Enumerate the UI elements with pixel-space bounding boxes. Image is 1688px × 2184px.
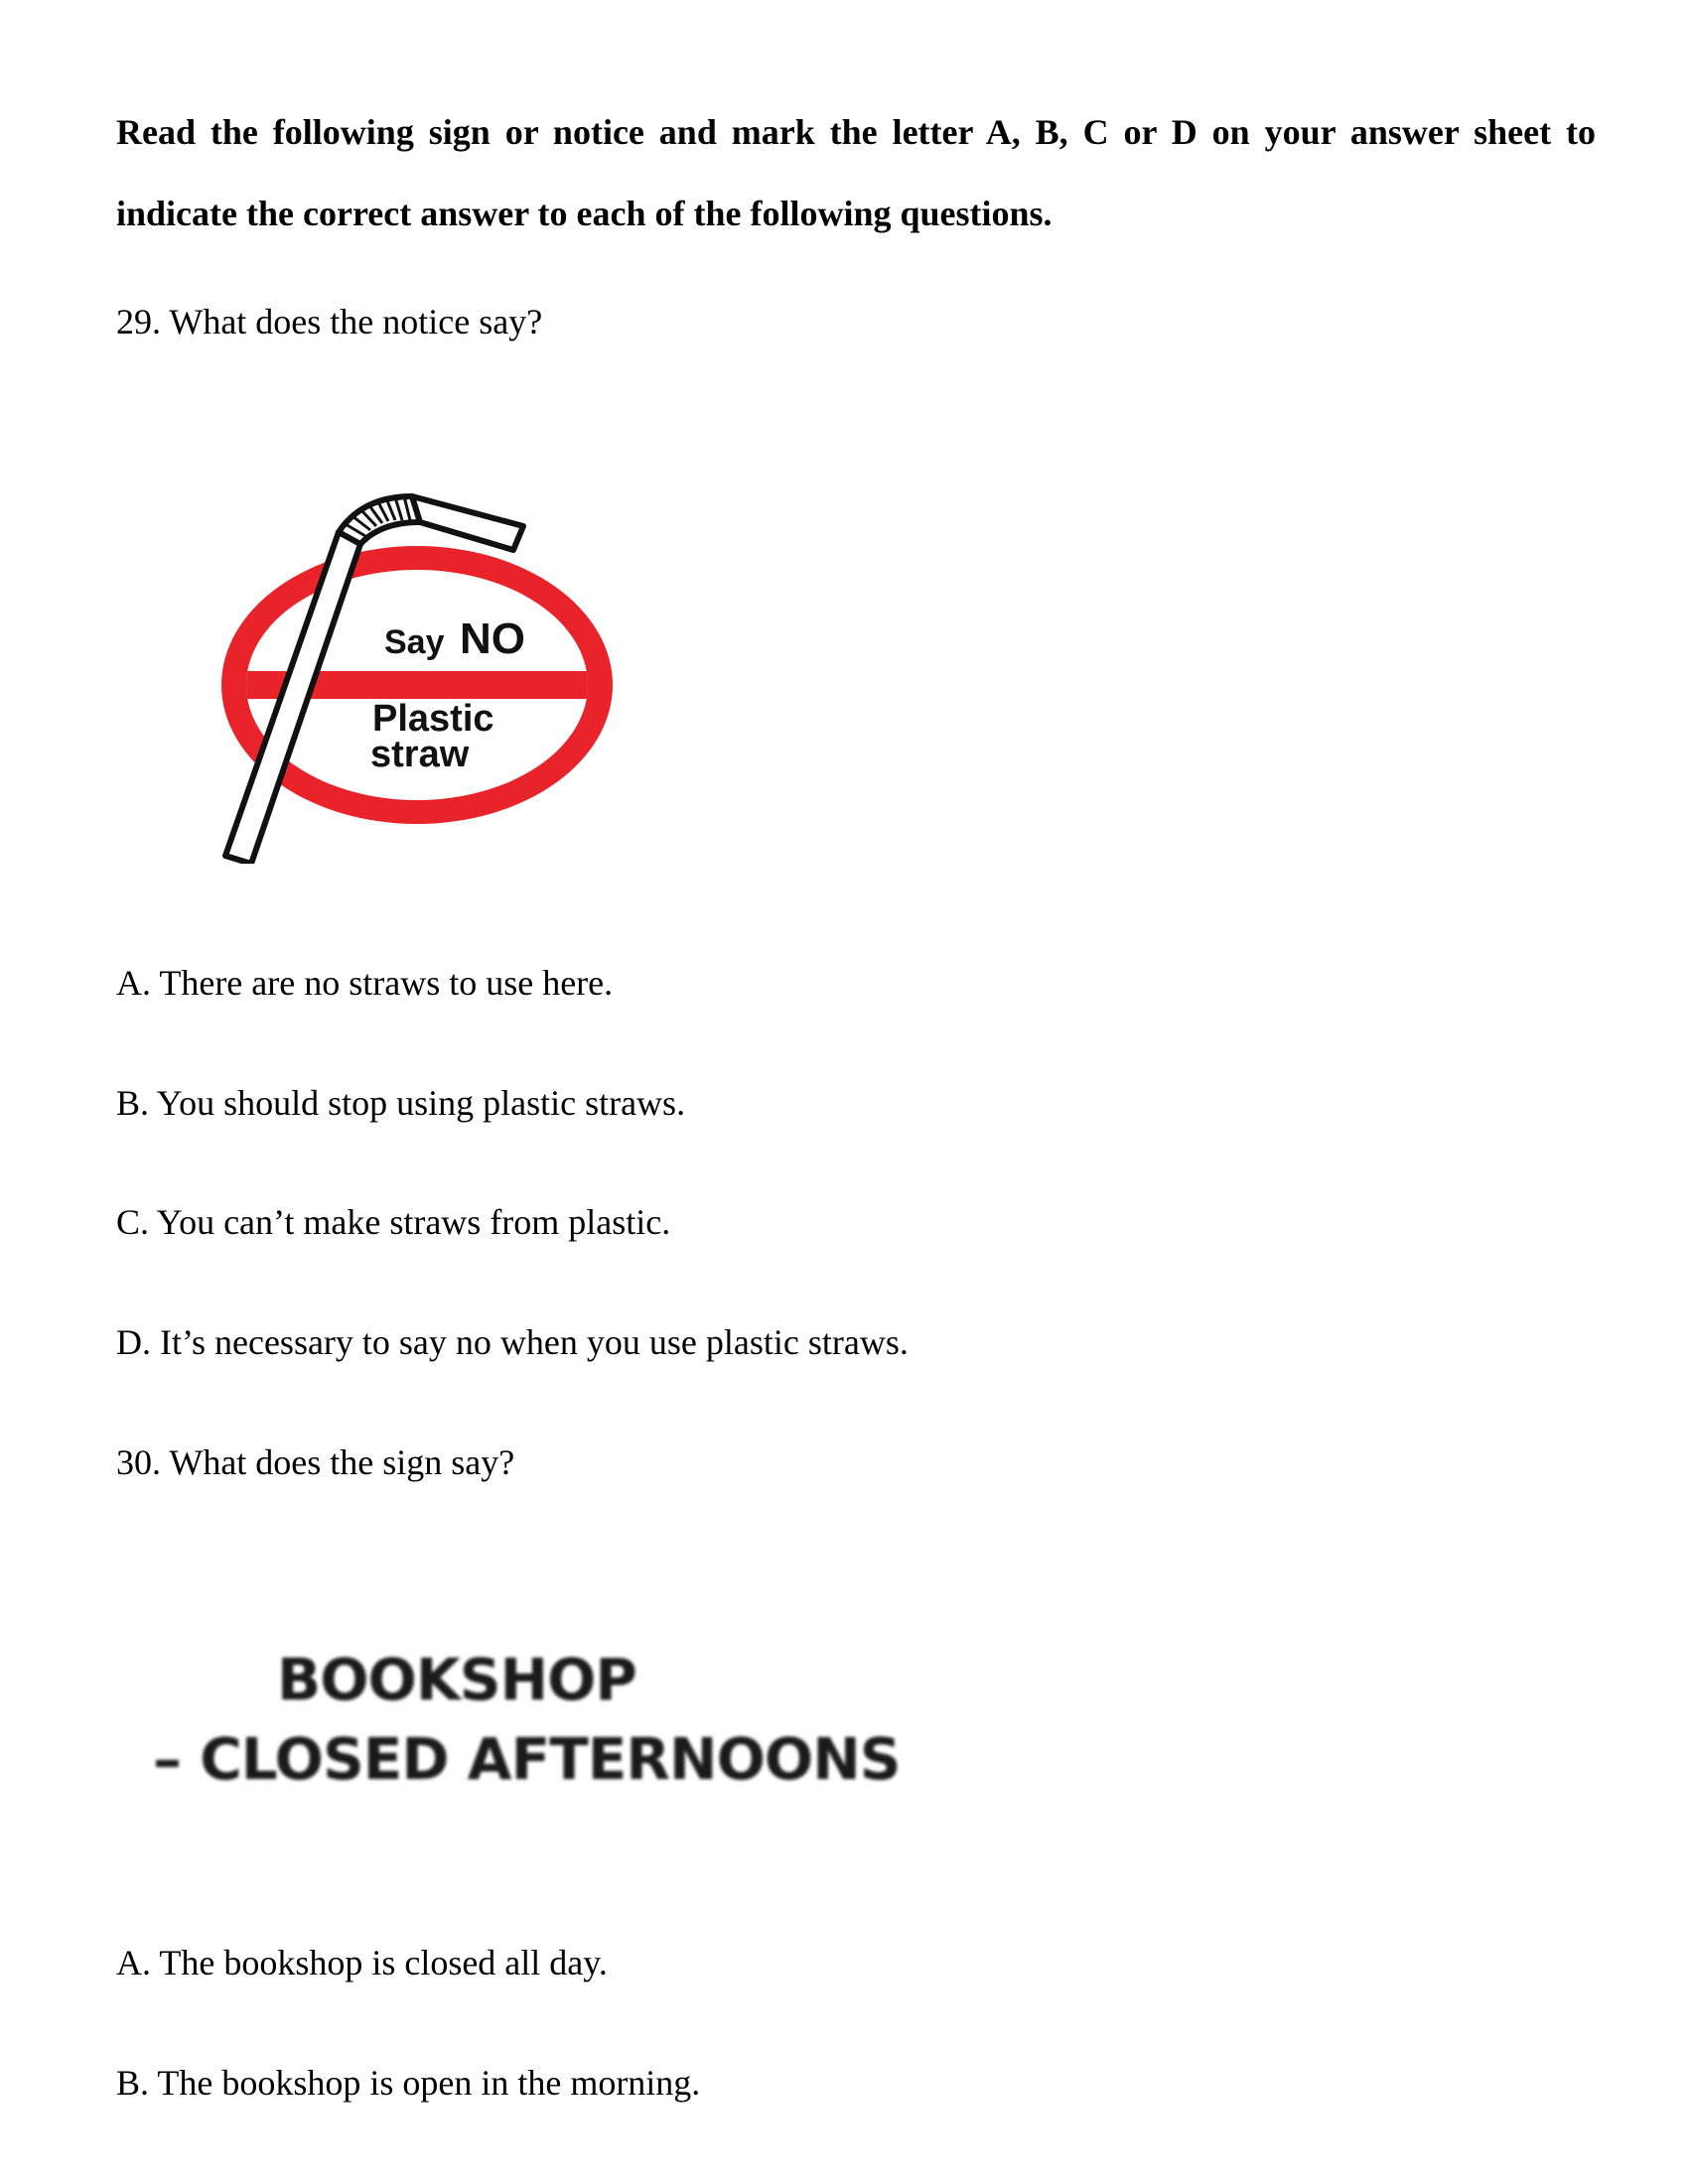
sign-text-no: NO: [459, 614, 525, 663]
bookshop-sign: [139, 1569, 901, 1807]
sign-text-straw: straw: [370, 734, 470, 775]
question-29-option-a: A. There are no straws to use here.: [116, 963, 614, 1003]
question-29-option-c: C. You can’t make straws from plastic.: [116, 1202, 671, 1242]
question-29-option-d: D. It’s necessary to say no when you use plastic straws.: [116, 1322, 909, 1362]
question-29-prompt: 29. What does the notice say?: [116, 302, 543, 341]
straw-top: [412, 496, 523, 550]
bookshop-sign-line2: – CLOSED AFTERNOONS: [153, 1725, 901, 1793]
question-30-option-b: B. The bookshop is open in the morning.: [116, 2063, 701, 2103]
no-plastic-straw-sign: [204, 486, 650, 864]
question-30-prompt: 30. What does the sign say?: [116, 1442, 515, 1482]
bookshop-sign-line1: BOOKSHOP: [277, 1646, 636, 1713]
question-30-option-a: A. The bookshop is closed all day.: [116, 1943, 608, 1982]
instructions-text: Read the following sign or notice and mark the letter A, B, C or D on your answer sheet to indicate the correct answer to each of the following questions.: [116, 112, 1596, 233]
sign-text-plastic: Plastic: [372, 698, 494, 740]
question-29-option-b: B. You should stop using plastic straws.: [116, 1083, 686, 1123]
sign-text-say: Say: [384, 623, 445, 661]
